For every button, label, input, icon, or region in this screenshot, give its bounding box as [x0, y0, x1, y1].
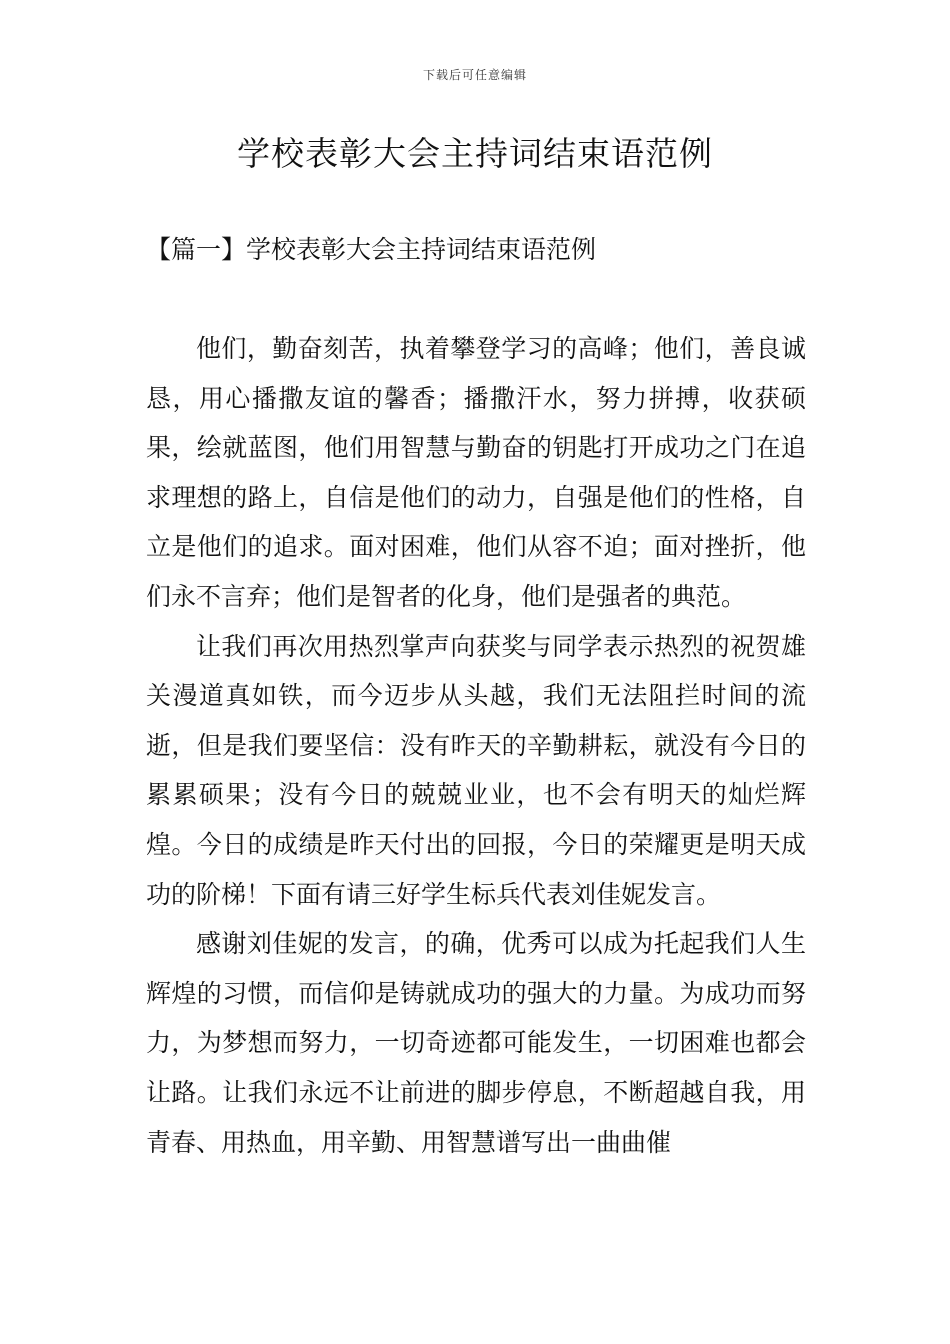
document-title: 学校表彰大会主持词结束语范例	[237, 134, 713, 173]
document-body	[146, 324, 806, 1167]
paragraph-3: 感谢刘佳妮的发言，的确，优秀可以成为托起我们人生辉煌的习惯，而信仰是铸就成功的强大的力量。为成功而努力，为梦想而努力，一切奇迹都可能发生，一切困难也都会让路。让我们永远不让前进的脚步停息，不断超越自我，用青春、用热血，用辛勤、用智慧谱写出一曲曲催	[146, 929, 806, 1157]
paragraph-1: 他们，勤奋刻苦，执着攀登学习的高峰；他们，善良诚恳，用心播撒友谊的馨香；播撒汗水，努力拼搏，收获硕果，绘就蓝图，他们用智慧与勤奋的钥匙打开成功之门在追求理想的路上，自信是他们的动力，自强是他们的性格，自立是他们的追求。面对困难，他们从容不迫；面对挫折，他们永不言弃；他们是智者的化身，他们是强者的典范。	[146, 334, 806, 611]
header-note: 下载后可任意编辑	[422, 68, 527, 82]
paragraph-2: 让我们再次用热烈掌声向获奖与同学表示热烈的祝贺雄关漫道真如铁，而今迈步从头越，我们无法阻拦时间的流逝，但是我们要坚信：没有昨天的辛勤耕耘，就没有今日的累累硕果；没有今日的兢兢业业，也不会有明天的灿烂辉煌。今日的成绩是昨天付出的回报，今日的荣耀更是明天成功的阶梯！下面有请三好学生标兵代表刘佳妮发言。	[146, 631, 806, 909]
section-heading: 【篇一】学校表彰大会主持词结束语范例	[146, 235, 597, 264]
